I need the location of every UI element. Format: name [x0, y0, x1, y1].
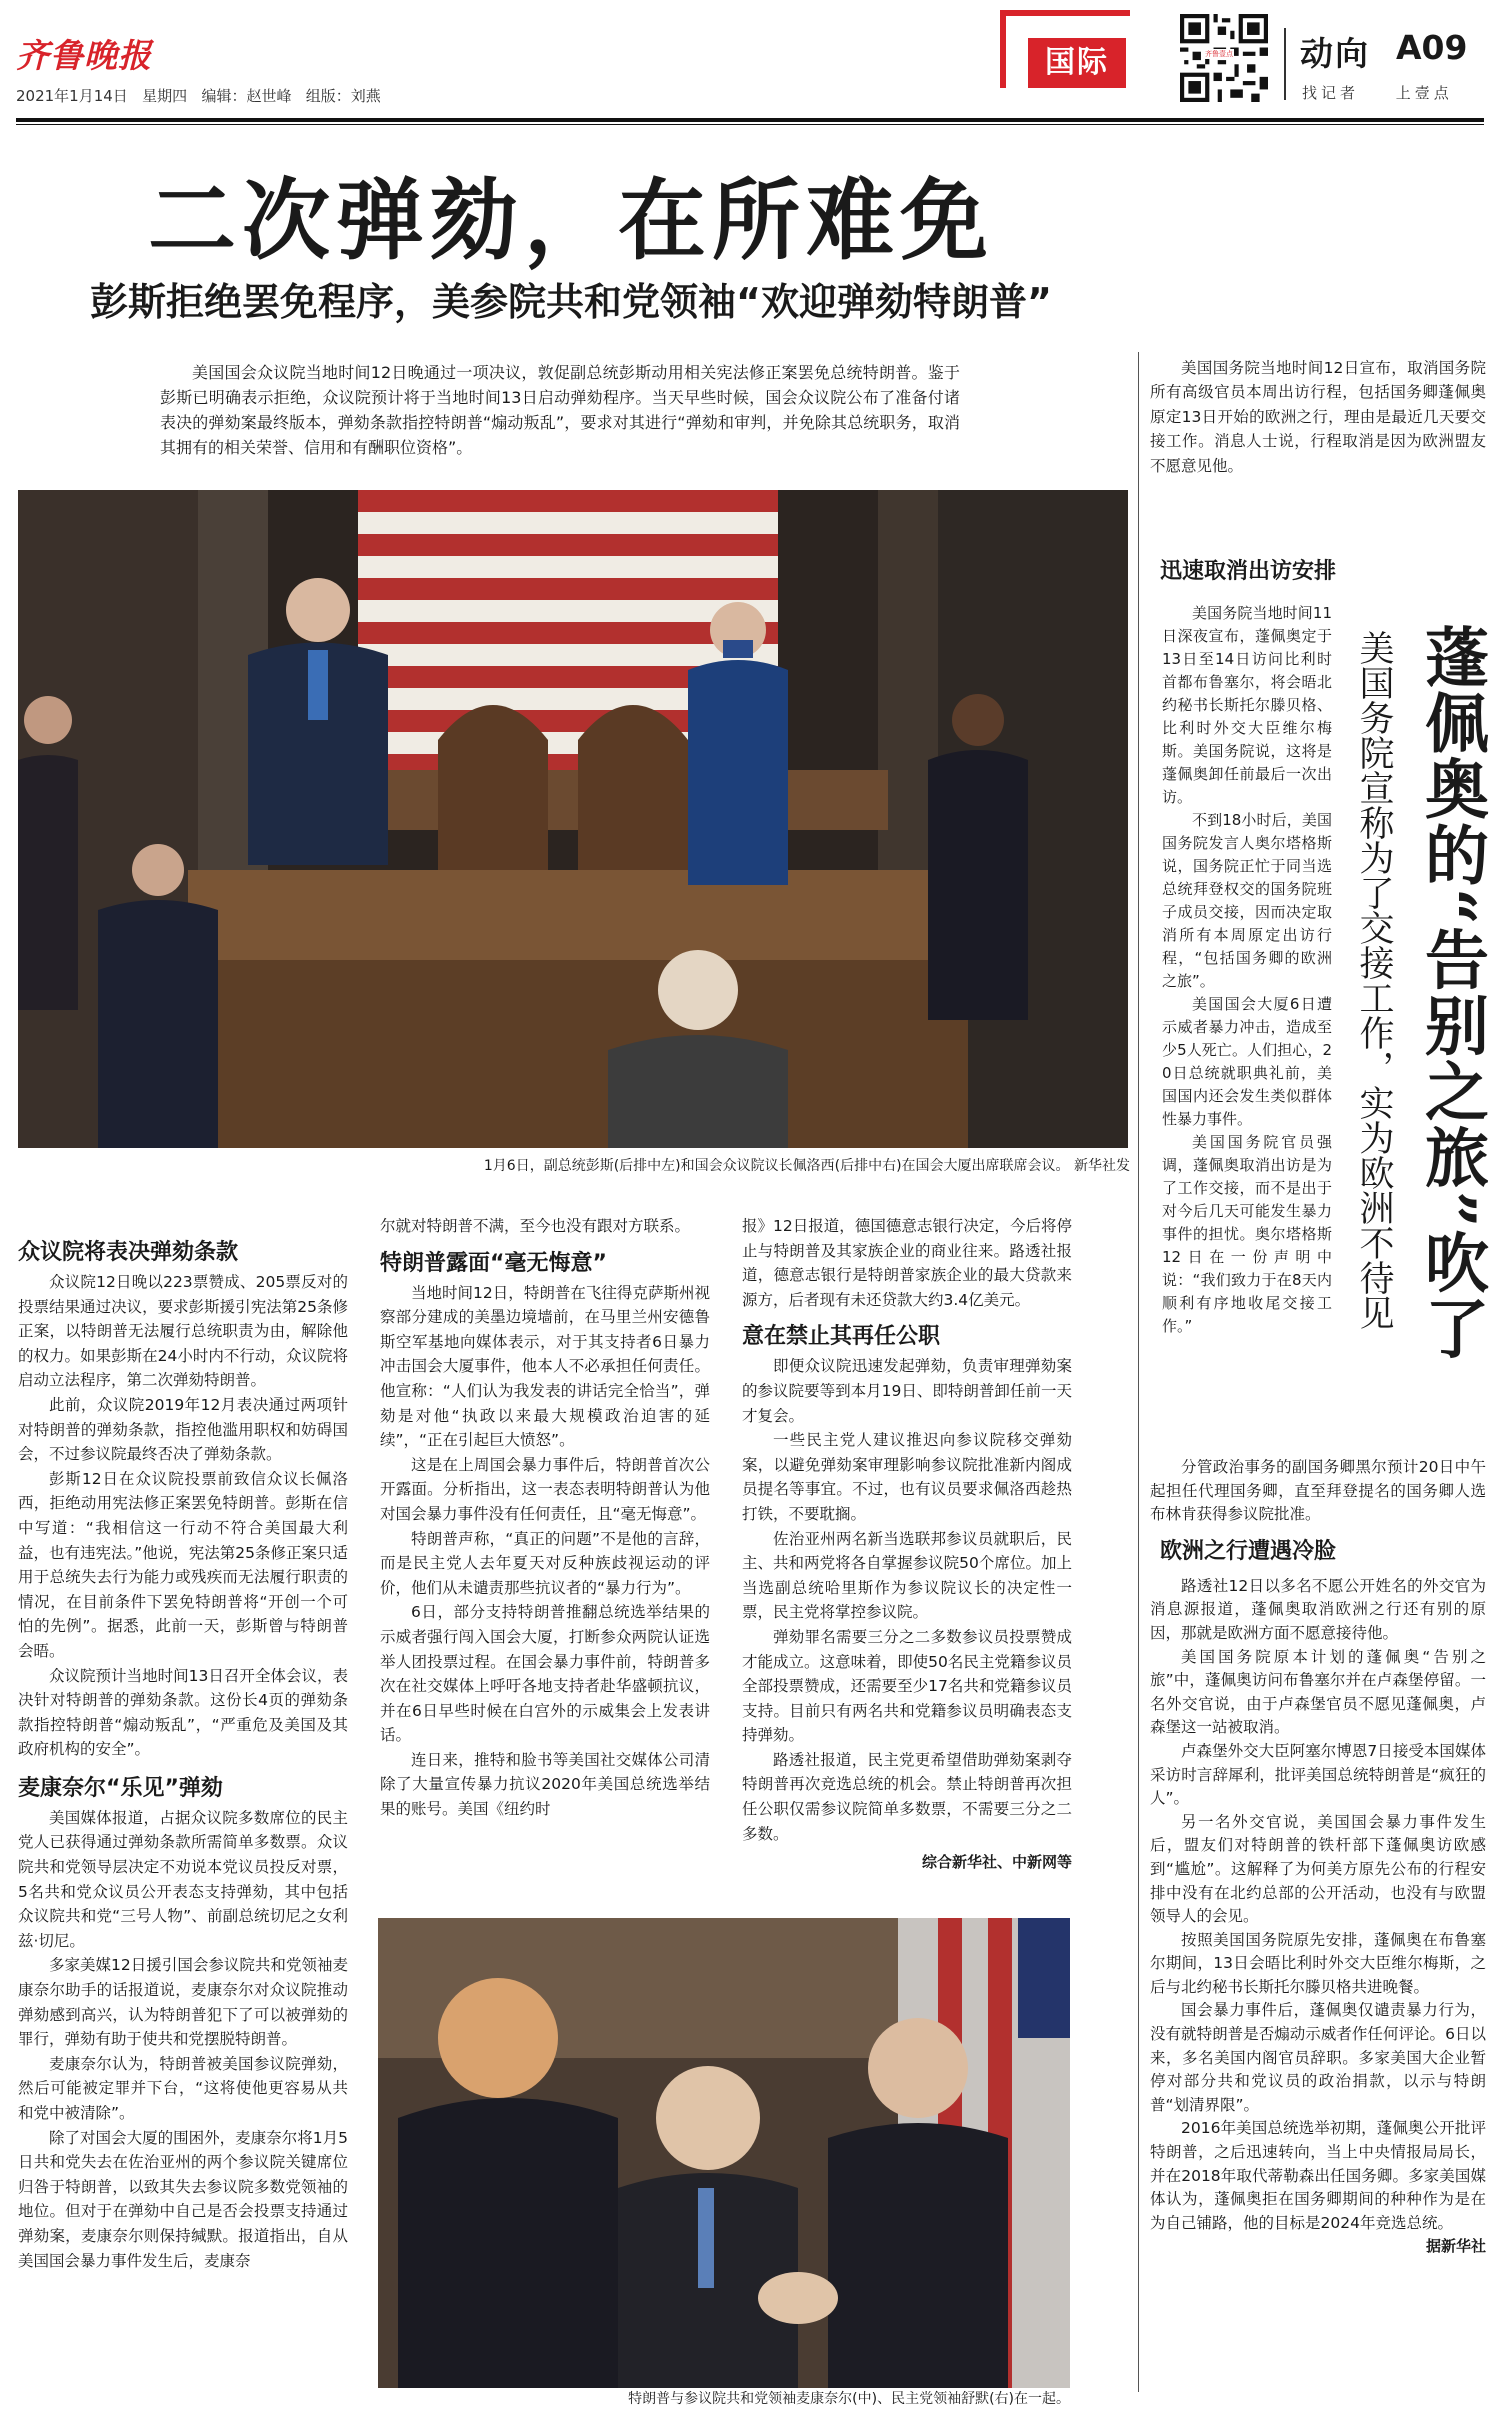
side-paragraph: 美国国会大厦6日遭示威者暴力冲击，造成至少5人死亡。人们担心，20日总统就职典礼前，美国国内还会发生类似群体性暴力事件。	[1162, 995, 1332, 1128]
col1-paragraph: 美国媒体报道，占据众议院多数席位的民主党人已获得通过弹劾条款所需简单多数票。众议院共和党领导层决定不劝说本党议员投反对票，5名共和党众议员公开表态支持弹劾，其中包括众议院共和党“三号人物”、前副总统切尼之女利兹·切尼。	[18, 1808, 348, 1950]
main-subheadline: 彭斯拒绝罢免程序，美参院共和党领袖“欢迎弹劾特朗普”	[90, 280, 1052, 324]
page-number: A09	[1396, 28, 1468, 67]
col3-paragraph: 一些民主党人建议推迟向参议院移交弹劾案，以避免弹劾案审理影响参议院批准新内阁成员提名等事宜。不过，也有议员要求佩洛西趁热打铁，不要耽搁。	[742, 1431, 1072, 1523]
side-paragraph: 2016年美国总统选举初期，蓬佩奥公开批评特朗普，之后迅速转向，当上中央情报局局长，并在2018年取代蒂勒森出任国务卿。多家美国媒体认为，蓬佩奥拒在国务卿期间的种种作为是在为自己铺路，他的目标是2024年竞选总统。	[1150, 2119, 1486, 2232]
masthead-logo: 齐鲁晚报	[16, 36, 152, 75]
side-subheadline: 美国务院宣称为了交接工作，实为欧洲不待见	[1354, 630, 1394, 1330]
col1-paragraph: 众议院预计当地时间13日召开全体会议，表决针对特朗普的弹劾条款。这份长4页的弹劾条款指控特朗普“煽动叛乱”，“严重危及美国及其政府机构的安全”。	[18, 1666, 348, 1759]
side-paragraph: 另一名外交官说，美国国会暴力事件发生后，盟友们对特朗普的铁杆部下蓬佩奥访欧感到“尴尬”。这解释了为何美方原先公布的行程安排中没有在北约总部的公开活动，也没有与欧盟领导人的会见。	[1150, 1812, 1486, 1926]
col2-paragraph: 特朗普声称，“真正的问题”不是他的言辞，而是民主党人去年夏天对反种族歧视运动的评价，他们从未谴责那些抗议者的“暴力行为”。	[380, 1529, 710, 1597]
header-rule-thin	[16, 124, 1484, 125]
subhead-trump-appears: 特朗普露面“毫无悔意”	[380, 1250, 607, 1276]
col3-paragraph: 报》12日报道，德国德意志银行决定，今后将停止与特朗普及其家族企业的商业往来。路透社报道，德意志银行是特朗普家族企业的最大贷款来源方，后者现有未还贷款大约3.4亿美元。	[742, 1217, 1072, 1309]
col1-paragraph: 彭斯12日在众议院投票前致信众议长佩洛西，拒绝动用宪法修正案罢免特朗普。彭斯在信中写道：“我相信这一行动不符合美国最大利益，也有违宪法。”他说，宪法第25条修正案只适用于总统失去行为能力或残疾而无法履行职责的情况，在目前条件下罢免特朗普将“开创一个可怕的先例”。据悉，此前一天，彭斯曾与特朗普会晤。	[18, 1469, 348, 1660]
side-paragraph: 分管政治事务的副国务卿黑尔预计20日中午起担任代理国务卿，直至拜登提名的国务卿人选布林肯获得参议院批准。	[1150, 1458, 1486, 1524]
article-column-3	[742, 1214, 1072, 1914]
column-divider	[1138, 352, 1139, 2392]
col2-paragraph: 尔就对特朗普不满，至今也没有跟对方联系。	[380, 1217, 691, 1235]
side-headline: 蓬佩奥的“告别之旅”吹了	[1414, 624, 1489, 1362]
issue-weekday: 星期四	[142, 87, 188, 105]
side-subhead-1: 迅速取消出访安排	[1160, 559, 1337, 584]
side-paragraph: 美国国务院官员强调，蓬佩奥取消出访是为了工作交接，而不是出于对今后几天可能发生暴力事件的担忧。奥尔塔格斯12日在一份声明中说：“我们致力于在8天内顺利有序地收尾交接工作。”	[1162, 1133, 1332, 1335]
side-column-lower	[1150, 1456, 1486, 2396]
photo2-caption: 特朗普与参议院共和党领袖麦康奈尔(中)、民主党领袖舒默(右)在一起。	[628, 2391, 1070, 2407]
issue-date: 2021年1月14日	[16, 87, 128, 105]
col3-credit: 综合新华社、中新网等	[921, 1853, 1072, 1872]
section-tag: 国际	[1028, 38, 1126, 88]
side-lead-paragraph	[1150, 356, 1486, 478]
col2-paragraph: 连日来，推特和脸书等美国社交媒体公司清除了大量宣传暴力抗议2020年美国总统选举结果的账号。美国《纽约时	[380, 1750, 710, 1819]
col1-paragraph: 除了对国会大厦的围困外，麦康奈尔将1月5日共和党失去在佐治亚州的两个参议院关键席位归咎于特朗普，以致其失去参议院多数党领袖的地位。但对于在弹劾中自己是否会投票支持通过弹劾案，麦康奈尔则保持缄默。报道指出，自从美国国会暴力事件发生后，麦康奈	[18, 2128, 348, 2270]
lead-text: 美国国会众议院当地时间12日晚通过一项决议，敦促副总统彭斯动用相关宪法修正案罢免总统特朗普。鉴于彭斯已明确表示拒绝，众议院预计将于当地时间13日启动弹劾程序。当天早些时候，国会众议院公布了准备付诸表决的弹劾案最终版本，弹劾条款指控特朗普“煽动叛乱”，要求对其进行“弹劾和审判，并免除其总统职务，取消其拥有的相关荣誉、信用和有酬职位资格”。	[160, 363, 960, 457]
col1-paragraph: 此前，众议院2019年12月表决通过两项针对特朗普的弹劾条款，指控他滥用职权和妨碍国会，不过参议院最终否决了弹劾条款。	[18, 1395, 348, 1464]
photo1-caption: 1月6日，副总统彭斯(后排中左)和国会众议院议长佩洛西(后排中右)在国会大厦出席联席会议。 新华社发	[483, 1158, 1130, 1174]
main-headline: 二次弹劾，在所难免	[147, 168, 994, 272]
side-subhead-2: 欧洲之行遭遇冷脸	[1160, 1538, 1337, 1564]
article-column-2	[380, 1214, 710, 1914]
side-paragraph: 按照美国国务院原先安排，蓬佩奥在布鲁塞尔期间，13日会晤比利时外交大臣维尔梅斯，之后与北约秘书长斯托尔滕贝格共进晚餐。	[1150, 1930, 1486, 1996]
photo-illustration	[18, 490, 1128, 1148]
photo-trump-mcconnell	[378, 1918, 1070, 2388]
side-paragraph: 美国务院当地时间11日深夜宣布，蓬佩奥定于13日至14日访问比利时首都布鲁塞尔，将会晤北约秘书长斯托尔滕贝格、比利时外交大臣维尔梅斯。美国务院说，这将是蓬佩奥卸任前最后一次出访。	[1162, 604, 1332, 806]
editor-credit: 编辑：赵世峰	[201, 87, 292, 105]
photo-illustration	[378, 1918, 1070, 2388]
side-paragraph: 美国国务院原本计划的蓬佩奥“告别之旅”中，蓬佩奥访问布鲁塞尔并在卢森堡停留。一名外交官说，由于卢森堡官员不愿见蓬佩奥，卢森堡这一站被取消。	[1150, 1647, 1486, 1737]
slogan: 找记者 上壹点	[1302, 84, 1453, 102]
col2-paragraph: 这是在上周国会暴力事件后，特朗普首次公开露面。分析指出，这一表态表明特朗普认为他对国会暴力事件没有任何责任，且“毫无悔意”。	[380, 1455, 710, 1523]
subhead-house-vote: 众议院将表决弹劾条款	[18, 1240, 239, 1265]
column-name: 动向	[1300, 34, 1370, 73]
side-paragraph: 不到18小时后，美国国务院发言人奥尔塔格斯说，国务院正忙于同当选总统拜登权交的国务院班子成员交接，因而决定取消所有本周原定出访行程，“包括国务卿的欧洲之旅”。	[1162, 811, 1332, 990]
side-credit: 据新华社	[1425, 2237, 1486, 2256]
article-column-1	[18, 1236, 348, 2394]
col2-paragraph: 当地时间12日，特朗普在飞往得克萨斯州视察部分建成的美墨边境墙前，在马里兰州安德鲁斯空军基地向媒体表示，对于其支持者6日暴力冲击国会大厦事件，他本人不必承担任何责任。他宣称：“人们认为我发表的讲话完全恰当”，弹劾是对他“执政以来最大规模政治迫害的延续”，“正在引起巨大愤怒”。	[380, 1283, 710, 1450]
header-info	[16, 85, 381, 106]
side-paragraph: 路透社12日以多名不愿公开姓名的外交官为消息源报道，蓬佩奥取消欧洲之行还有别的原因，那就是欧洲方面不愿意接待他。	[1150, 1576, 1486, 1642]
col3-paragraph: 弹劾罪名需要三分之二多数参议员投票赞成才能成立。这意味着，即使50名民主党籍参议员全部投票赞成，还需要至少17名共和党籍参议员支持。目前只有两名共和党籍参议员明确表态支持弹劾。	[742, 1627, 1072, 1745]
col3-paragraph: 即便众议院迅速发起弹劾，负责审理弹劾案的参议院要等到本月19日、即特朗普卸任前一天才复会。	[742, 1357, 1072, 1425]
side-paragraph: 国会暴力事件后，蓬佩奥仅谴责暴力行为，没有就特朗普是否煽动示威者作任何评论。6日以来，多名美国内阁官员辞职。多家美国大企业暂停对部分共和党议员的政治捐款，以示与特朗普“划清界限”。	[1150, 2001, 1486, 2114]
header-rule	[16, 118, 1484, 122]
col3-paragraph: 路透社报道，民主党更希望借助弹劾案剥夺特朗普再次竞选总统的机会。禁止特朗普再次担任公职仅需参议院简单多数票，不需要三分之二多数。	[742, 1750, 1072, 1843]
col3-paragraph: 佐治亚州两名新当选联邦参议员就职后，民主、共和两党将各自掌握参议院50个席位。加上当选副总统哈里斯作为参议院议长的决定性一票，民主党将掌控参议院。	[742, 1529, 1072, 1622]
col1-paragraph: 麦康奈尔认为，特朗普被美国参议院弹劾，然后可能被定罪并下台，“这将使他更容易从共和党中被清除”。	[18, 2054, 348, 2122]
side-column-upper	[1162, 602, 1332, 1502]
header-divider	[1284, 28, 1286, 100]
subhead-mcconnell: 麦康奈尔“乐见”弹劾	[18, 1775, 223, 1801]
designer-credit: 组版：刘燕	[305, 87, 381, 105]
col1-paragraph: 众议院12日晚以223票赞成、205票反对的投票结果通过决议，要求彭斯援引宪法第25条修正案，以特朗普无法履行总统职责为由，解除他的权力。如果彭斯在24小时内不行动，众议院将启动立法程序，第二次弹劾特朗普。	[18, 1273, 348, 1390]
col2-paragraph: 6日，部分支持特朗普推翻总统选举结果的示威者强行闯入国会大厦，打断参众两院认证选举人团投票过程。在国会暴力事件前，特朗普多次在社交媒体上呼吁各地支持者赴华盛顿抗议，并在6日早些时候在白宫外的示威集会上发表讲话。	[380, 1603, 710, 1745]
side-paragraph: 卢森堡外交大臣阿塞尔博恩7日接受本国媒体采访时言辞犀利，批评美国总统特朗普是“疯狂的人”。	[1150, 1741, 1486, 1808]
lead-paragraph	[160, 360, 960, 460]
col1-paragraph: 多家美媒12日援引国会参议院共和党领袖麦康奈尔助手的话报道说，麦康奈尔对众议院推动弹劾感到高兴，认为特朗普犯下了可以被弹劾的罪行，弹劾有助于使共和党摆脱特朗普。	[18, 1956, 348, 2049]
photo-congress-session	[18, 490, 1128, 1148]
subhead-ban-office: 意在禁止其再任公职	[742, 1324, 941, 1350]
side-lead-text: 美国国务院当地时间12日宣布，取消国务院所有高级官员本周出访行程，包括国务卿蓬佩奥原定13日开始的欧洲之行，理由是最近几天要交接工作。消息人士说，行程取消是因为欧洲盟友不愿意见他。	[1150, 359, 1486, 475]
qr-caption: 齐鲁壹点	[1205, 50, 1233, 58]
